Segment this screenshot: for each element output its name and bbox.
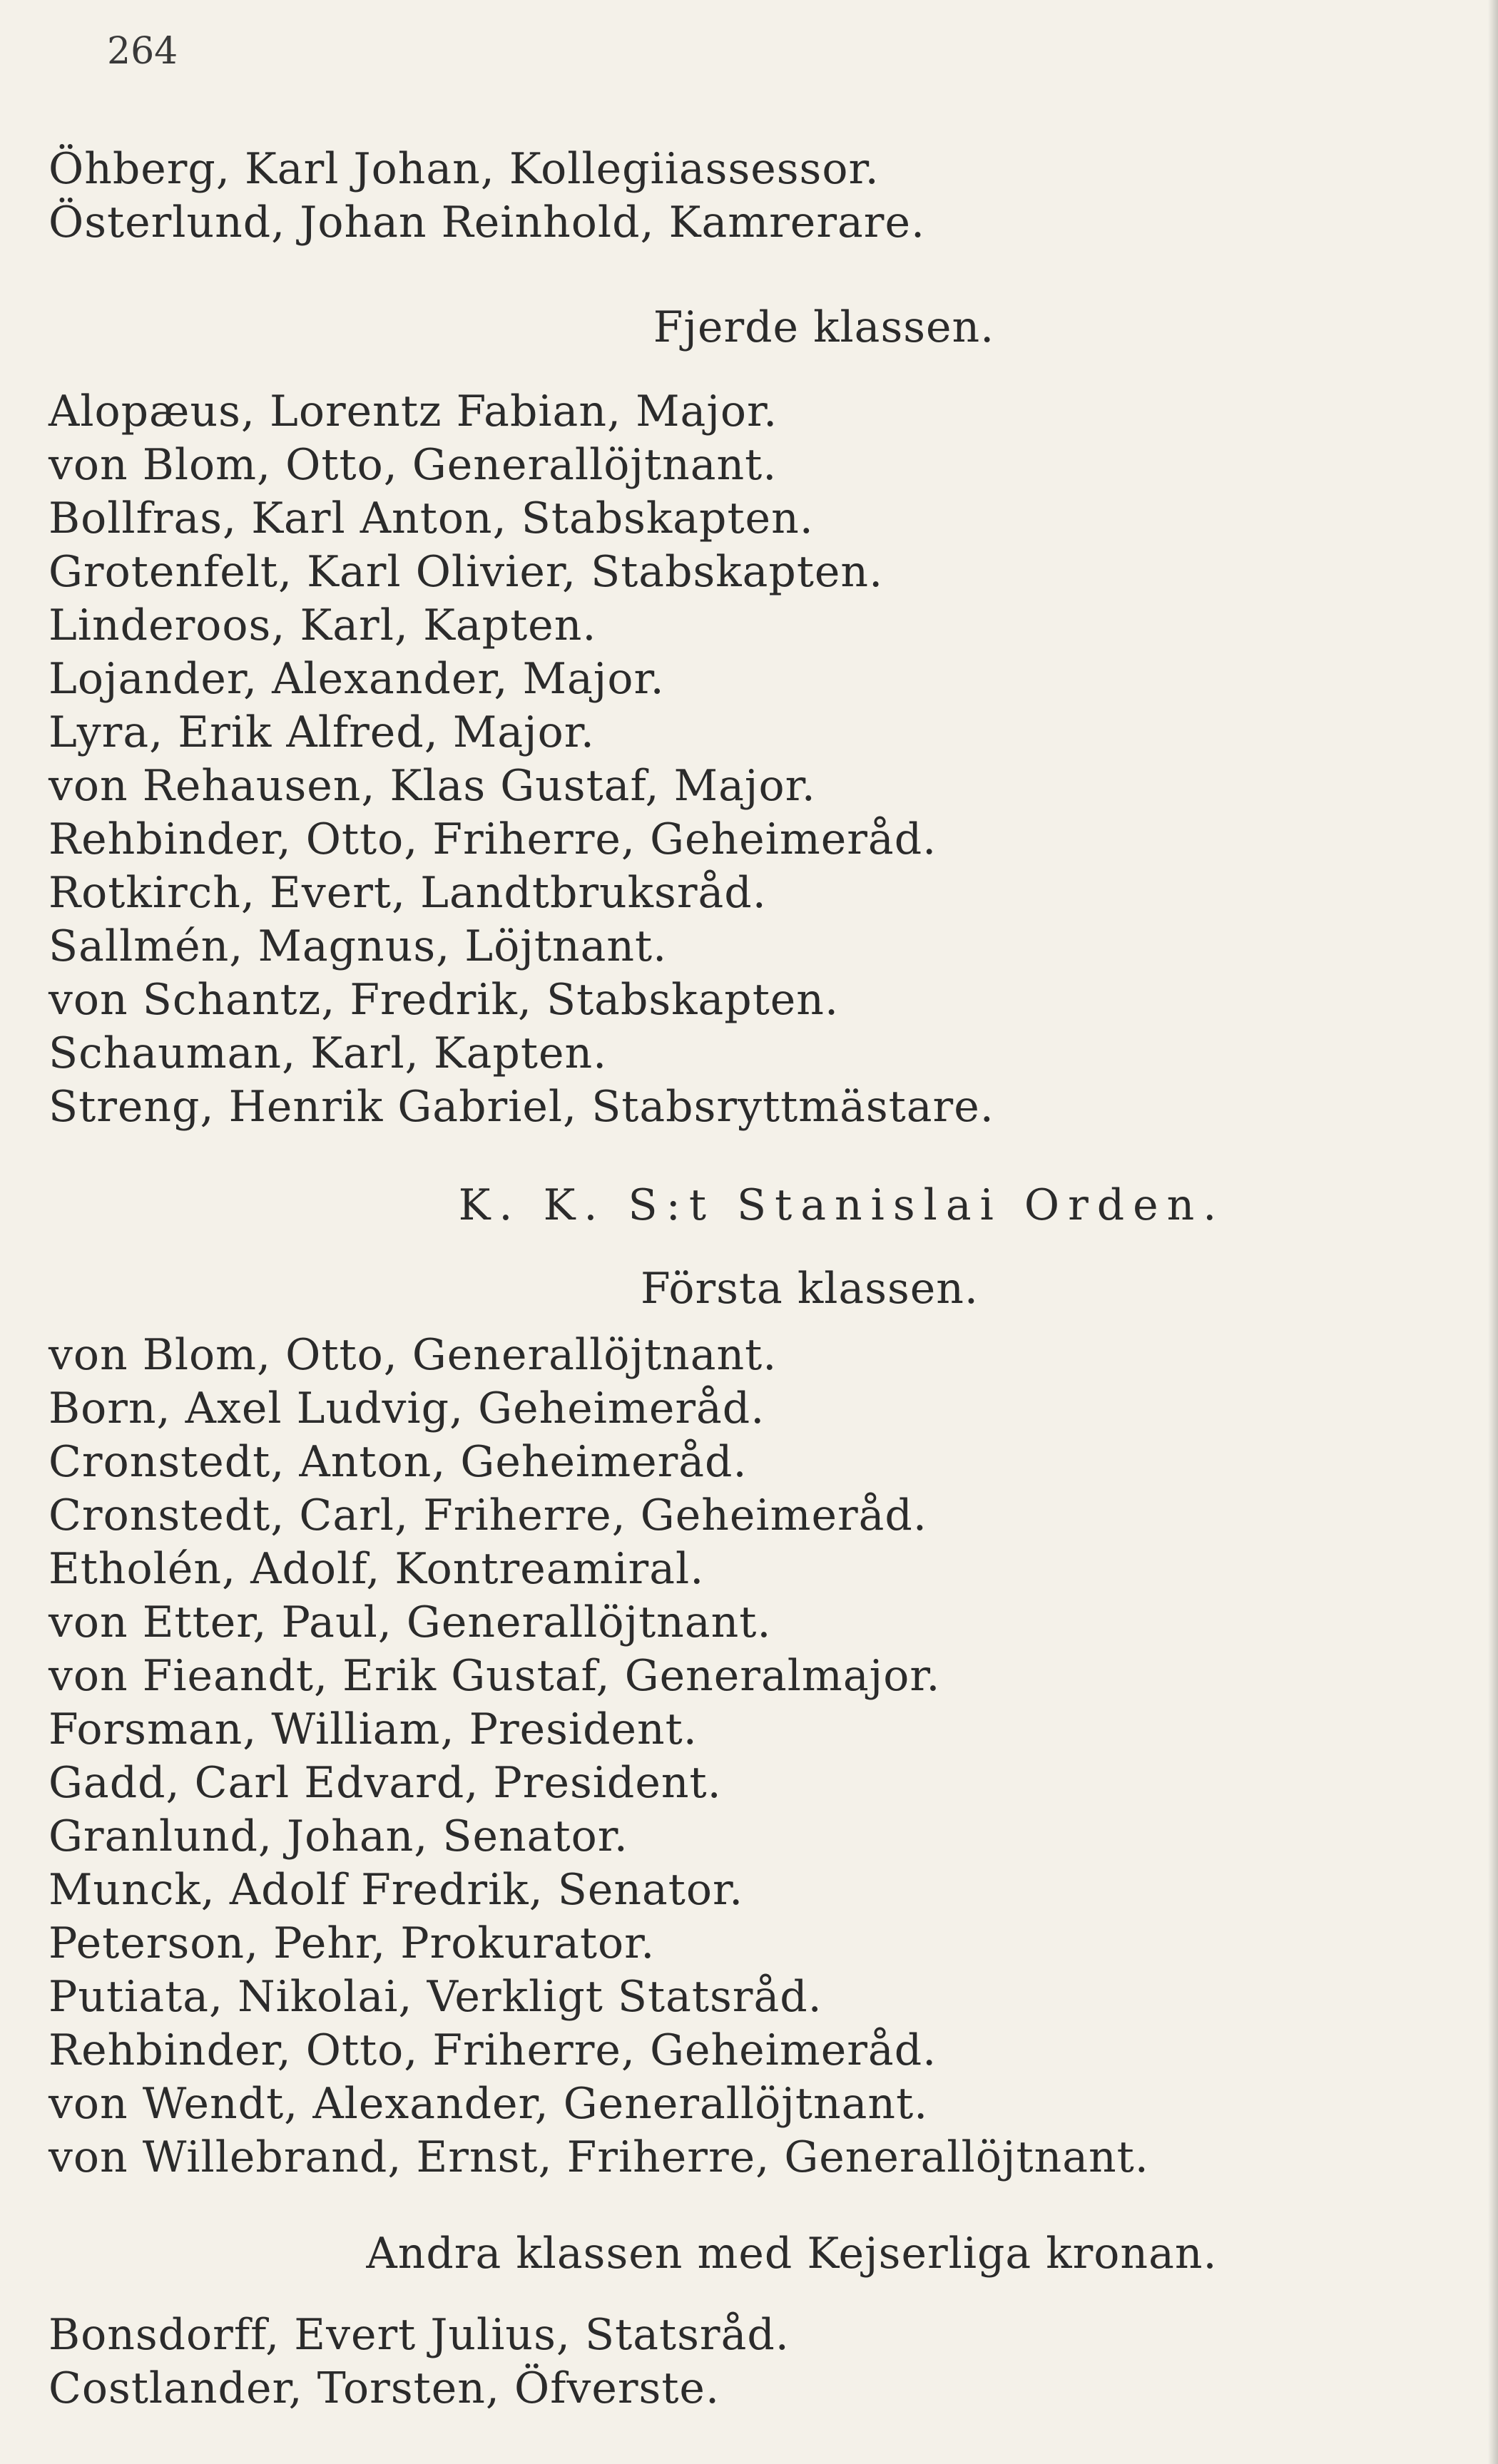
list-item: Granlund, Johan, Senator. [49, 1811, 628, 1861]
forsta-klassen-list [49, 1329, 1461, 2184]
continued-entries-list [49, 143, 1461, 250]
list-item: Putiata, Nikolai, Verkligt Statsråd. [49, 1972, 822, 2022]
list-item: von Blom, Otto, Generallöjtnant. [49, 1330, 778, 1380]
list-item: Cronstedt, Carl, Friherre, Geheimeråd. [49, 1491, 927, 1540]
list-item: von Blom, Otto, Generallöjtnant. [49, 440, 778, 490]
list-item: von Fieandt, Erik Gustaf, Generalmajor. [49, 1651, 941, 1701]
page-number: 264 [107, 30, 178, 73]
list-item: von Willebrand, Ernst, Friherre, Generallöjtnant. [49, 2132, 1149, 2182]
list-item: Lojander, Alexander, Major. [49, 654, 665, 704]
list-item: Rehbinder, Otto, Friherre, Geheimeråd. [49, 2025, 937, 2075]
list-item: Sallmén, Magnus, Löjtnant. [49, 921, 668, 971]
list-item: von Rehausen, Klas Gustaf, Major. [49, 761, 816, 811]
list-item: von Schantz, Fredrik, Stabskapten. [49, 975, 840, 1025]
list-item: Lyra, Erik Alfred, Major. [49, 707, 595, 757]
list-item: Munck, Adolf Fredrik, Senator. [49, 1865, 744, 1915]
list-item: Born, Axel Ludvig, Geheimeråd. [49, 1384, 765, 1433]
andra-klassen-list [49, 2309, 1461, 2416]
list-item: Bollfras, Karl Anton, Stabskapten. [49, 494, 814, 543]
section-heading-andra-klassen: Andra klassen med Kejserliga kronan. [366, 2229, 1218, 2279]
list-item: Streng, Henrik Gabriel, Stabsryttmästare. [49, 1082, 994, 1132]
section-heading-forsta-klassen: Första klassen. [640, 1264, 979, 1314]
list-item: Rehbinder, Otto, Friherre, Geheimeråd. [49, 814, 937, 864]
list-item: Rotkirch, Evert, Landtbruksråd. [49, 868, 767, 918]
list-item: Öhberg, Karl Johan, Kollegiiassessor. [49, 144, 880, 194]
list-item: Forsman, William, President. [49, 1704, 698, 1754]
list-item: Peterson, Pehr, Prokurator. [49, 1918, 656, 1968]
list-item: von Wendt, Alexander, Generallöjtnant. [49, 2079, 929, 2129]
list-item: Etholén, Adolf, Kontreamiral. [49, 1544, 705, 1594]
list-item: Gadd, Carl Edvard, President. [49, 1758, 722, 1808]
list-item: Cronstedt, Anton, Geheimeråd. [49, 1437, 748, 1487]
order-title: K. K. S:t Stanislai Orden. [458, 1180, 1226, 1230]
list-item: Linderoos, Karl, Kapten. [49, 600, 597, 650]
list-item: von Etter, Paul, Generallöjtnant. [49, 1597, 772, 1647]
list-item: Österlund, Johan Reinhold, Kamrerare. [49, 198, 926, 247]
list-item: Bonsdorff, Evert Julius, Statsråd. [49, 2310, 790, 2360]
list-item: Schauman, Karl, Kapten. [49, 1028, 608, 1078]
section-heading-fjerde-klassen: Fjerde klassen. [653, 302, 995, 352]
list-item: Grotenfelt, Karl Olivier, Stabskapten. [49, 547, 884, 597]
list-item: Alopæus, Lorentz Fabian, Major. [49, 387, 778, 436]
fjerde-klassen-list [49, 385, 1461, 1134]
list-item: Costlander, Torsten, Öfverste. [49, 2363, 720, 2413]
